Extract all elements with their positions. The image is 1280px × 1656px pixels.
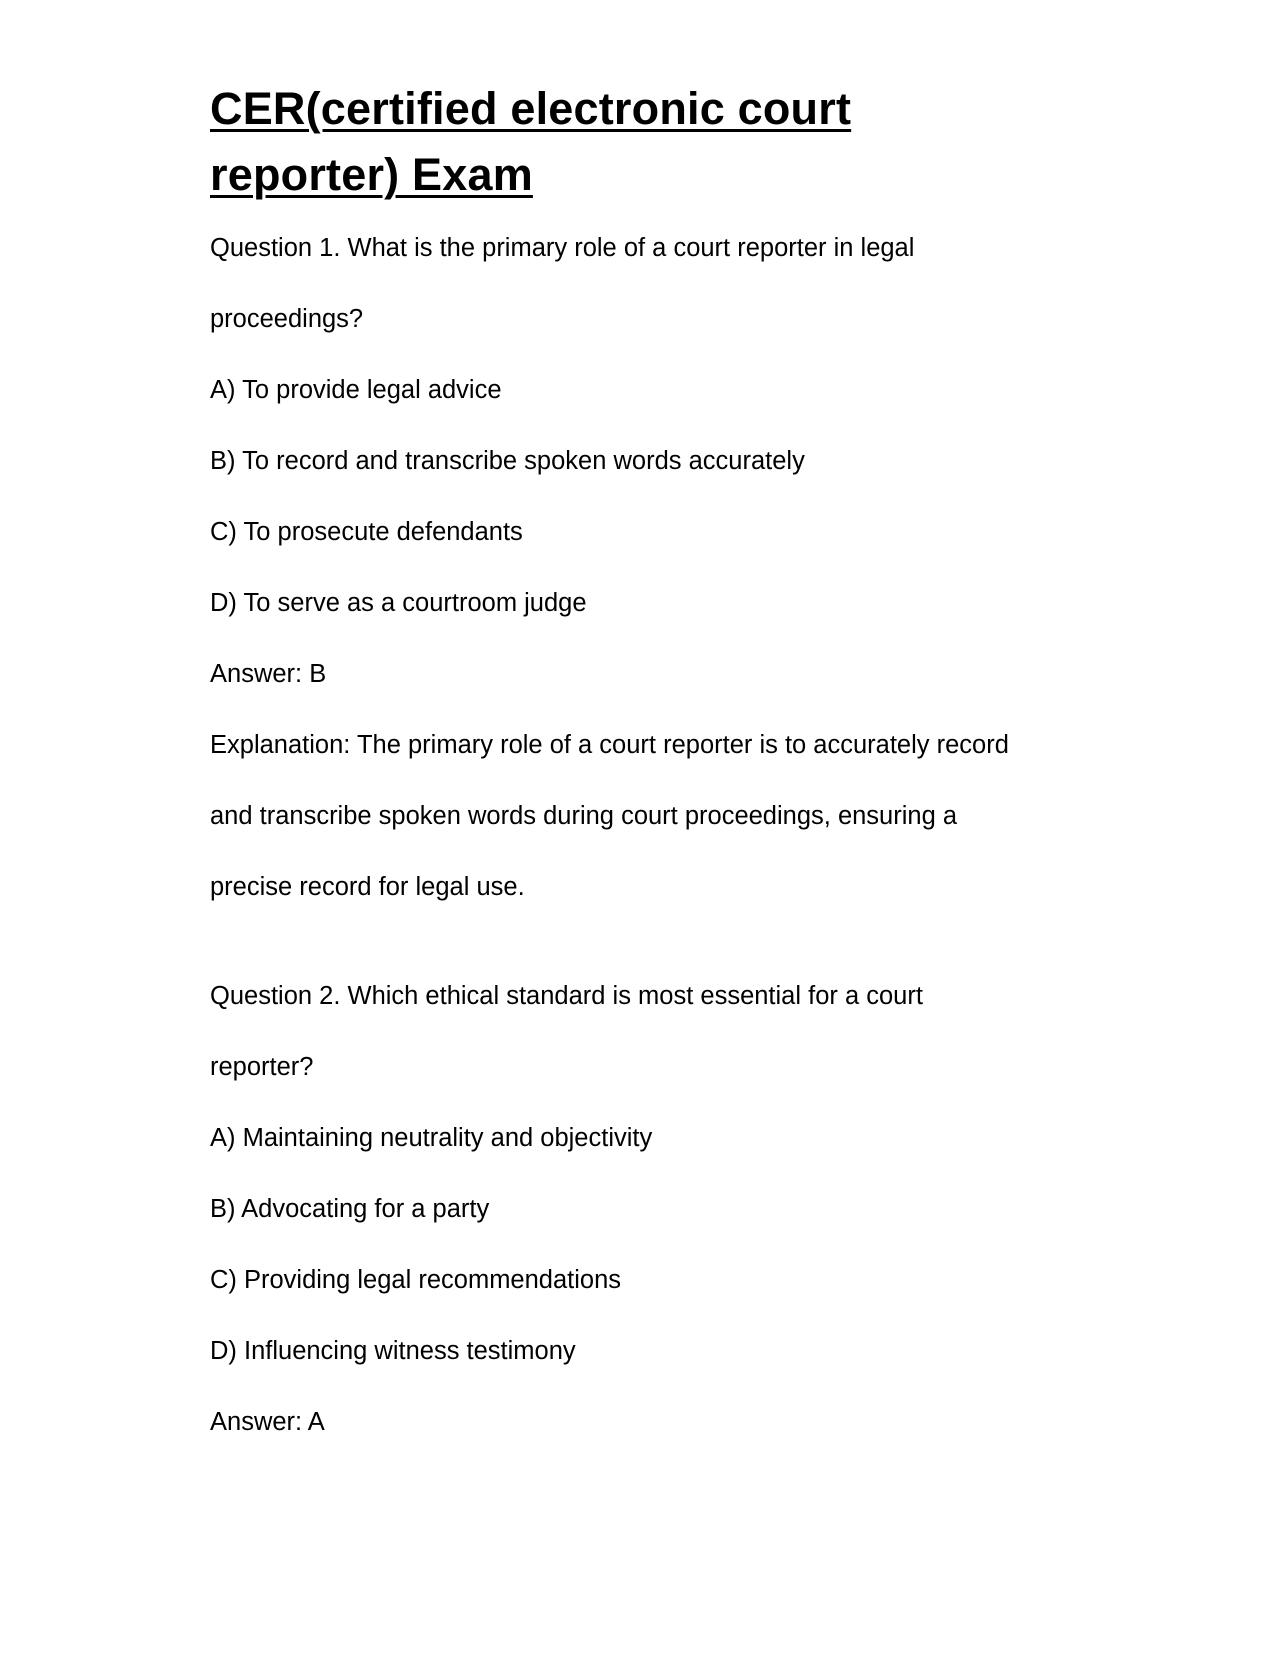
document-title — [210, 76, 1090, 208]
paragraph-gap — [210, 923, 1090, 961]
question-2-text-line-2: reporter? — [210, 1053, 314, 1081]
question-2-option-a: A) Maintaining neutrality and objectivity — [210, 1124, 653, 1152]
question-1-option-d: D) To serve as a courtroom judge — [210, 589, 587, 617]
question-1-text-line-1: Question 1. What is the primary role of a court reporter in legal — [210, 234, 915, 262]
question-1-answer: Answer: B — [210, 660, 327, 688]
question-2-text-line-1: Question 2. Which ethical standard is most essential for a court — [210, 982, 923, 1010]
question-1-explanation-line-3: precise record for legal use. — [210, 873, 525, 901]
question-1-text-line-2: proceedings? — [210, 305, 364, 333]
document-page — [210, 76, 1090, 1458]
document-title-line-1: CER(certified electronic court — [210, 83, 852, 134]
question-1-explanation-line-2: and transcribe spoken words during court proceedings, ensuring a — [210, 802, 958, 830]
question-2-option-c: C) Providing legal recommendations — [210, 1266, 622, 1294]
document-title-line-2: reporter) Exam — [210, 149, 533, 200]
question-1-option-b: B) To record and transcribe spoken words accurately — [210, 447, 805, 475]
question-2-option-b: B) Advocating for a party — [210, 1195, 490, 1223]
question-1-option-a: A) To provide legal advice — [210, 376, 502, 404]
question-2-answer: Answer: A — [210, 1408, 325, 1436]
question-block-1 — [210, 213, 1090, 923]
question-block-2 — [210, 961, 1090, 1458]
question-1-option-c: C) To prosecute defendants — [210, 518, 523, 546]
question-2-option-d: D) Influencing witness testimony — [210, 1337, 576, 1365]
question-1-explanation-line-1: Explanation: The primary role of a court reporter is to accurately record — [210, 731, 1009, 759]
